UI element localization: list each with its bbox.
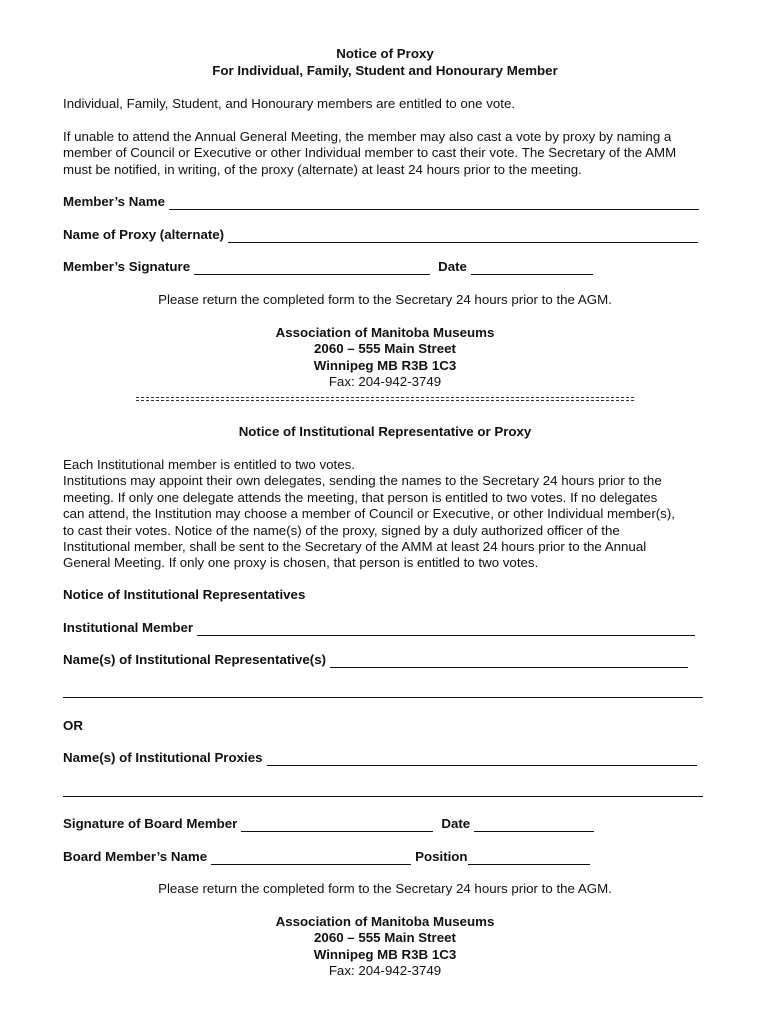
board-name-label: Board Member’s Name (63, 849, 208, 864)
org-name-bottom: Association of Manitoba Museums (275, 914, 495, 929)
proxies-label: Name(s) of Institutional Proxies (63, 750, 263, 765)
representatives-extra-line[interactable] (63, 697, 703, 698)
board-signature-input-line[interactable] (241, 819, 433, 832)
proxy-title: Notice of Proxy (336, 46, 434, 61)
proxies-field[interactable] (63, 750, 697, 766)
proxies-input-line[interactable] (267, 753, 697, 766)
members-signature-field[interactable] (63, 259, 593, 275)
members-name-label: Member’s Name (63, 194, 165, 209)
org-city-bottom: Winnipeg MB R3B 1C3 (313, 947, 457, 962)
board-signature-field[interactable] (63, 816, 594, 832)
representatives-heading: Notice of Institutional Representatives (63, 587, 306, 602)
proxy-name-field[interactable] (63, 227, 698, 243)
proxy-instructions-line: must be notified, in writing, of the proxy (alternate) at least 24 hours prior to the meeting. (63, 161, 582, 177)
vote-entitlement-text: Individual, Family, Student, and Honourary members are entitled to one vote. (63, 96, 516, 111)
board-date-label: Date (441, 816, 471, 831)
institutional-instructions-line: can attend, the Institution may choose a member of Council or Executive, or other Individual member(s), (63, 506, 675, 522)
org-city: Winnipeg MB R3B 1C3 (313, 358, 457, 373)
representatives-label: Name(s) of Institutional Representative(s) (63, 652, 327, 667)
institutional-instructions-line: Institutional member, shall be sent to the Secretary of the AMM at least 24 hours prior to the Annual (63, 539, 647, 555)
position-label: Position (415, 849, 468, 864)
section-divider (136, 396, 634, 402)
org-fax-bottom: Fax: 204-942-3749 (328, 963, 442, 978)
institutional-instructions-line: to cast their votes. Notice of the name(s) of the proxy, signed by a duly authorized officer of the (63, 522, 620, 538)
proxy-subtitle: For Individual, Family, Student and Honourary Member (212, 63, 558, 78)
institutional-member-field[interactable] (63, 620, 695, 636)
org-street-bottom: 2060 – 555 Main Street (314, 930, 456, 945)
members-signature-input-line[interactable] (194, 262, 430, 275)
institutional-instructions-line: meeting. If only one delegate attends the meeting, that person is entitled to two votes. If no delegates (63, 489, 658, 505)
members-name-field[interactable] (63, 194, 699, 210)
proxy-name-input-line[interactable] (228, 230, 698, 243)
board-name-field[interactable] (63, 849, 590, 865)
institutional-title: Notice of Institutional Representative or Proxy (238, 424, 532, 439)
proxy-name-label: Name of Proxy (alternate) (63, 227, 225, 242)
board-name-input-line[interactable] (211, 852, 411, 865)
board-date-input-line[interactable] (474, 819, 594, 832)
proxy-instructions-line: member of Council or Executive or other Individual member to cast their vote. The Secretary of the AMM (63, 145, 677, 161)
members-name-input-line[interactable] (169, 197, 699, 210)
position-input-line[interactable] (468, 852, 590, 865)
proxies-extra-line[interactable] (63, 796, 703, 797)
representatives-input-line[interactable] (330, 655, 688, 668)
institutional-member-label: Institutional Member (63, 620, 194, 635)
return-instructions: Please return the completed form to the Secretary 24 hours prior to the AGM. (158, 292, 612, 307)
institutional-member-input-line[interactable] (197, 623, 695, 636)
org-name: Association of Manitoba Museums (275, 325, 495, 340)
signature-date-label: Date (438, 259, 467, 274)
proxy-instructions (63, 129, 713, 178)
representatives-field[interactable] (63, 652, 688, 668)
or-separator: OR (63, 718, 83, 733)
org-fax: Fax: 204-942-3749 (328, 374, 442, 389)
proxy-instructions-line: If unable to attend the Annual General Meeting, the member may also cast a vote by proxy by naming a (63, 129, 672, 144)
org-street: 2060 – 555 Main Street (314, 341, 456, 356)
members-signature-label: Member’s Signature (63, 259, 191, 274)
institutional-instructions-line: Institutions may appoint their own delegates, sending the names to the Secretary 24 hours prior to the (63, 473, 662, 489)
signature-date-input-line[interactable] (471, 262, 593, 275)
institutional-instructions (63, 457, 713, 572)
institutional-instructions-line: General Meeting. If only one proxy is chosen, that person is entitled to two votes. (63, 555, 539, 571)
board-signature-label: Signature of Board Member (63, 816, 238, 831)
institutional-instructions-line: Each Institutional member is entitled to two votes. (63, 457, 355, 472)
return-instructions-bottom: Please return the completed form to the Secretary 24 hours prior to the AGM. (158, 881, 612, 896)
